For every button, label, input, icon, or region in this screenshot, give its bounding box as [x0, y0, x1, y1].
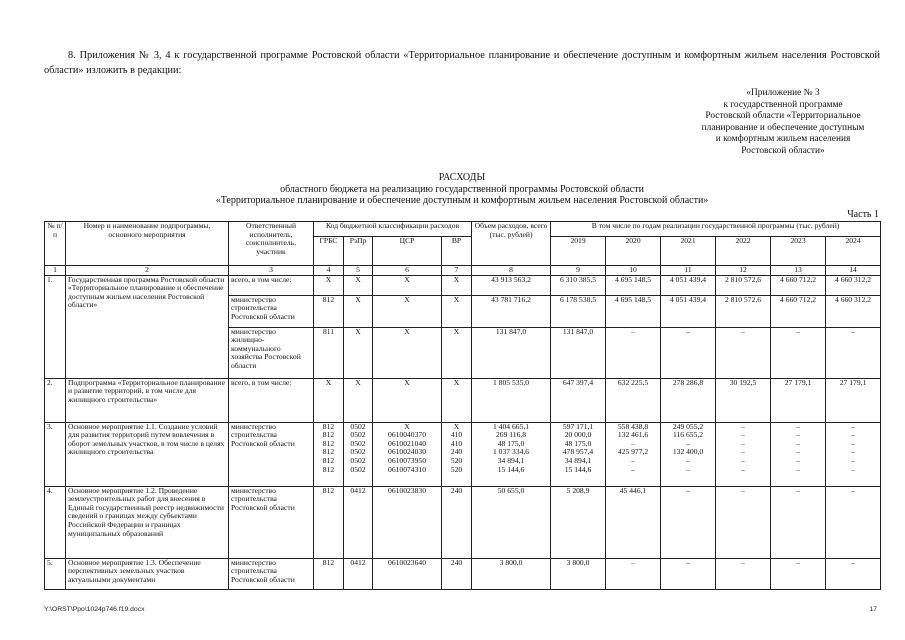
row-num: 3.	[45, 422, 66, 486]
row-responsible: министерство строительства Ростовской области	[229, 486, 314, 558]
cell-year: –	[631, 464, 635, 474]
row-num: 4.	[45, 486, 66, 558]
col-number: 4	[314, 266, 344, 276]
cell-grbs-stack	[314, 422, 344, 486]
cell-year: –	[686, 455, 690, 465]
row-responsible: министерство строительства Ростовской области	[229, 558, 314, 589]
cell-rzpr-stack	[344, 422, 373, 486]
cell-year: –	[661, 486, 716, 558]
cell-year-stack	[771, 422, 826, 486]
cell-vr: X	[453, 422, 460, 431]
cell-year: –	[851, 455, 855, 465]
cell-vr: X	[442, 275, 472, 295]
cell-csr: 0610023830	[373, 486, 442, 558]
col-number: 6	[373, 266, 442, 276]
cell-csr-stack	[373, 422, 442, 486]
cell-rzpr: 0502	[350, 455, 366, 465]
col-number: 11	[661, 266, 716, 276]
cell-rzpr: 0502	[350, 422, 366, 431]
cell-year: –	[661, 558, 716, 589]
cell-total: 131 847,0	[472, 327, 551, 378]
cell-year: 6 178 538,5	[551, 295, 606, 327]
cell-year-stack	[606, 422, 661, 486]
cell-year: –	[771, 327, 826, 378]
appendix-line: планирование и обеспечение доступным	[701, 122, 865, 133]
cell-year: 2 810 572,6	[716, 275, 771, 295]
cell-year: –	[826, 486, 881, 558]
cell-total: 43 781 716,2	[472, 295, 551, 327]
cell-grbs: 812	[322, 430, 335, 440]
header-year: 2019	[551, 237, 606, 266]
cell-year: –	[851, 430, 855, 440]
cell-year: –	[661, 327, 716, 378]
cell-total: 269 116,8	[495, 430, 527, 440]
header-grbs: ГРБС	[314, 237, 344, 266]
cell-year: 34 894,1	[564, 455, 592, 465]
cell-vr-stack	[442, 422, 472, 486]
col-number: 1	[45, 266, 66, 276]
col-number: 8	[472, 266, 551, 276]
expenses-table	[44, 221, 881, 590]
cell-year: –	[631, 438, 635, 448]
cell-year: 4 051 439,4	[661, 275, 716, 295]
cell-csr: 0610021040	[388, 438, 426, 448]
cell-grbs: X	[314, 275, 344, 295]
cell-grbs: 812	[322, 464, 335, 474]
cell-year: 131 847,0	[551, 327, 606, 378]
cell-rzpr: 0502	[350, 447, 366, 457]
cell-csr: X	[373, 378, 442, 422]
cell-year: 4 660 312,2	[826, 295, 881, 327]
cell-total: 43 913 563,2	[472, 275, 551, 295]
cell-year: –	[796, 438, 800, 448]
title-line: «Территориальное планирование и обеспечение доступным и комфортным жильем населения Ростовской области»	[215, 195, 709, 207]
cell-year: 597 171,1	[562, 422, 594, 431]
cell-year: –	[741, 464, 745, 474]
part-label: Часть 1	[847, 209, 879, 220]
cell-total: 50 655,0	[472, 486, 551, 558]
cell-year: –	[796, 464, 800, 474]
col-number: 7	[442, 266, 472, 276]
cell-year: 132 461,6	[617, 430, 649, 440]
cell-year: –	[826, 327, 881, 378]
table-row	[45, 558, 881, 589]
col-number: 2	[66, 266, 229, 276]
cell-year: 3 800,0	[551, 558, 606, 589]
cell-csr: X	[404, 422, 410, 431]
cell-year: 6 310 385,5	[551, 275, 606, 295]
cell-year: 4 660 712,2	[771, 275, 826, 295]
cell-grbs: 812	[322, 422, 335, 431]
appendix-line: «Приложение № 3	[746, 88, 820, 98]
cell-csr: X	[373, 295, 442, 327]
cell-year: 249 055,2	[672, 422, 704, 431]
cell-rzpr: X	[344, 327, 373, 378]
row-name: Основное мероприятие 1.1. Создание условий для развития территорий путем вовлечения в оборот земельных участков, в том числе в целях жилищного строительства	[66, 422, 229, 486]
cell-year: –	[741, 422, 745, 431]
cell-year: –	[741, 430, 745, 440]
cell-year: 278 286,8	[661, 378, 716, 422]
cell-year: –	[851, 422, 855, 431]
header-vr: ВР	[442, 237, 472, 266]
cell-year: –	[606, 327, 661, 378]
cell-csr: X	[373, 275, 442, 295]
cell-year: 4 660 312,2	[826, 275, 881, 295]
cell-rzpr: X	[344, 295, 373, 327]
header-responsible: Ответственный исполнитель, соисполнитель, участник	[229, 222, 314, 266]
table-row	[45, 275, 881, 295]
cell-year-stack	[661, 422, 716, 486]
appendix-line: к государственной программе	[723, 99, 843, 110]
appendix-line: Ростовской области «Территориальное	[705, 111, 861, 122]
cell-year: 5 208,9	[551, 486, 606, 558]
cell-year: –	[716, 558, 771, 589]
row-responsible: всего, в том числе:	[229, 378, 314, 422]
cell-year: –	[741, 447, 745, 457]
cell-year-stack	[826, 422, 881, 486]
cell-total: 34 894,1	[497, 455, 525, 465]
title-line: РАСХОДЫ	[438, 172, 486, 183]
row-num: 5.	[45, 558, 66, 589]
cell-vr: 240	[442, 486, 472, 558]
cell-year: 425 977,2	[617, 447, 649, 457]
table-row	[45, 378, 881, 422]
col-number: 10	[606, 266, 661, 276]
cell-vr: 520	[450, 464, 463, 474]
cell-year: 4 051 439,4	[661, 295, 716, 327]
cell-year: –	[771, 486, 826, 558]
cell-year: –	[606, 558, 661, 589]
table-row	[45, 486, 881, 558]
title-line: областного бюджета на реализацию государственной программы Ростовской области	[280, 183, 644, 195]
row-num: 2.	[45, 378, 66, 422]
cell-year: 647 397,4	[551, 378, 606, 422]
cell-rzpr: 0502	[350, 438, 366, 448]
row-name: Основное мероприятие 1.2. Проведение землеустроительных работ для внесения в Единый государственный реестр недвижимости сведений о границах между субъектами Российской Федерации и границах муниципальных образований	[66, 486, 229, 558]
cell-year: –	[851, 447, 855, 457]
cell-vr: 410	[450, 430, 463, 440]
cell-year: 45 446,1	[606, 486, 661, 558]
cell-rzpr: 0412	[344, 486, 373, 558]
cell-rzpr: 0412	[344, 558, 373, 589]
cell-grbs: 812	[314, 486, 344, 558]
cell-vr: X	[442, 295, 472, 327]
cell-year-stack	[716, 422, 771, 486]
header-year: 2021	[661, 237, 716, 266]
footer-page-number: 17	[869, 606, 877, 613]
cell-csr: X	[373, 327, 442, 378]
appendix-line: Ростовской области»	[741, 145, 825, 156]
row-responsible: всего, в том числе:	[229, 275, 314, 295]
header-csr: ЦСР	[373, 237, 442, 266]
table-row	[45, 422, 881, 486]
header-years-caption: В том числе по годам реализации государственной программы (тыс. рублей)	[551, 222, 881, 237]
cell-csr: 0610074310	[388, 464, 426, 474]
header-volume: Объем расходов, всего (тыс. рублей)	[472, 222, 551, 266]
cell-year: –	[686, 438, 690, 448]
cell-grbs: 811	[314, 327, 344, 378]
document-title	[44, 172, 880, 207]
row-responsible: министерство строительства Ростовской области	[229, 295, 314, 327]
cell-year: –	[716, 486, 771, 558]
cell-year: 27 179,1	[826, 378, 881, 422]
cell-year: –	[771, 558, 826, 589]
cell-year: 4 695 148,5	[606, 275, 661, 295]
cell-year: 632 225,5	[606, 378, 661, 422]
cell-total: 48 175,0	[497, 438, 525, 448]
cell-year-stack	[551, 422, 606, 486]
cell-year: 30 192,5	[716, 378, 771, 422]
header-year: 2024	[826, 237, 881, 266]
row-num: 1.	[45, 275, 66, 378]
header-year: 2020	[606, 237, 661, 266]
header-year: 2022	[716, 237, 771, 266]
cell-year: 558 438,8	[617, 422, 649, 431]
cell-rzpr: 0502	[350, 430, 366, 440]
cell-year: –	[741, 438, 745, 448]
col-number: 12	[716, 266, 771, 276]
cell-csr: 0610073950	[388, 455, 426, 465]
cell-grbs: 812	[314, 295, 344, 327]
cell-year: 20 000,0	[564, 430, 592, 440]
cell-vr: X	[442, 327, 472, 378]
intro-paragraph: 8. Приложения № 3, 4 к государственной программе Ростовской области «Территориальное планирование и обеспечение доступным и комфортным жильем населения Ростовской области» изложить в редакции:	[44, 50, 880, 76]
cell-year: –	[826, 558, 881, 589]
row-responsible: министерство жилищно-коммунального хозяйства Ростовской области	[229, 327, 314, 378]
cell-year: –	[796, 447, 800, 457]
cell-year: 27 179,1	[771, 378, 826, 422]
cell-total: 1 404 665,1	[492, 422, 530, 431]
cell-year: 2 810 572,6	[716, 295, 771, 327]
cell-year: –	[716, 327, 771, 378]
cell-total: 3 800,0	[472, 558, 551, 589]
cell-grbs: 812	[322, 455, 335, 465]
cell-vr: 520	[450, 455, 463, 465]
cell-vr: 240	[450, 447, 463, 457]
row-name: Государственная программа Ростовской области «Территориальное планирование и обеспечение доступным жильем населения Ростовской области»	[66, 275, 229, 378]
header-rzpr: РзПр	[344, 237, 373, 266]
cell-year: 4 695 148,5	[606, 295, 661, 327]
cell-total-stack	[472, 422, 551, 486]
cell-year: 132 400,0	[672, 447, 704, 457]
cell-total: 15 144,6	[497, 464, 525, 474]
cell-csr: 0610040370	[388, 430, 426, 440]
footer-file-path: Y:\ORST\Ppo\1024p746.f19.docx	[44, 606, 145, 613]
cell-year: –	[796, 455, 800, 465]
cell-vr: 240	[442, 558, 472, 589]
col-number: 13	[771, 266, 826, 276]
cell-year: –	[686, 464, 690, 474]
cell-year: 4 660 712,2	[771, 295, 826, 327]
col-number: 9	[551, 266, 606, 276]
cell-year: –	[851, 464, 855, 474]
cell-rzpr: 0502	[350, 464, 366, 474]
col-number: 5	[344, 266, 373, 276]
cell-total: 1 805 535,0	[472, 378, 551, 422]
cell-year: –	[796, 422, 800, 431]
cell-vr: X	[442, 378, 472, 422]
cell-year: –	[741, 455, 745, 465]
cell-csr: 0610024030	[388, 447, 426, 457]
row-name: Подпрограмма «Территориальное планирование и развитие территорий, в том числе для жилищного строительства»	[66, 378, 229, 422]
cell-grbs: 812	[322, 438, 335, 448]
header-num: № п/п	[45, 222, 66, 266]
cell-year: –	[631, 455, 635, 465]
appendix-caption	[680, 88, 886, 158]
cell-year: 116 655,2	[672, 430, 704, 440]
cell-total: 1 037 334,6	[492, 447, 530, 457]
cell-year: 478 957,4	[562, 447, 594, 457]
header-code: Код бюджетной классификации расходов	[314, 222, 472, 237]
cell-grbs: X	[314, 378, 344, 422]
row-responsible: министерство строительства Ростовской области	[229, 422, 314, 486]
cell-csr: 0610023640	[373, 558, 442, 589]
cell-rzpr: X	[344, 275, 373, 295]
cell-grbs: 812	[314, 558, 344, 589]
cell-year: 48 175,0	[564, 438, 592, 448]
header-name: Номер и наименование подпрограммы, основного мероприятия	[66, 222, 229, 266]
col-number: 14	[826, 266, 881, 276]
cell-vr: 410	[450, 438, 463, 448]
header-year: 2023	[771, 237, 826, 266]
cell-year: –	[851, 438, 855, 448]
cell-grbs: 812	[322, 447, 335, 457]
row-name: Основное мероприятие 1.3. Обеспечение перспективных земельных участков актуальными документами	[66, 558, 229, 589]
cell-year: –	[796, 430, 800, 440]
cell-rzpr: X	[344, 378, 373, 422]
appendix-line: и комфортным жильем населения	[715, 134, 851, 145]
cell-year: 15 144,6	[564, 464, 592, 474]
col-number: 3	[229, 266, 314, 276]
